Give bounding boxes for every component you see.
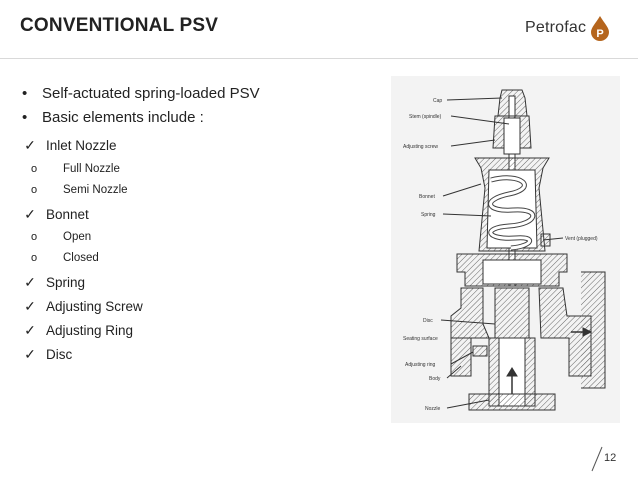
bullet-text: Self-actuated spring-loaded PSV bbox=[42, 85, 260, 102]
check-item bbox=[14, 274, 85, 291]
check-item bbox=[14, 137, 117, 154]
check-text: Spring bbox=[46, 275, 86, 290]
bullet-item bbox=[22, 109, 204, 126]
sub-text: Open bbox=[63, 231, 92, 243]
check-icon: ✓ bbox=[24, 346, 36, 362]
circle-bullet-icon: o bbox=[31, 231, 38, 243]
circle-bullet-icon: o bbox=[31, 163, 38, 175]
sub-item bbox=[14, 231, 91, 243]
check-icon: ✓ bbox=[24, 298, 36, 314]
check-icon: ✓ bbox=[24, 137, 36, 153]
svg-text:P: P bbox=[596, 28, 604, 40]
psv-cross-section-diagram bbox=[391, 76, 620, 423]
sub-text: Semi Nozzle bbox=[63, 184, 128, 196]
sub-text: Closed bbox=[63, 252, 99, 264]
bullet-marker: • bbox=[22, 85, 28, 102]
diagram-label-cap: Cap bbox=[433, 98, 443, 104]
diagram-label-stem: Stem (spindle) bbox=[409, 114, 442, 120]
diagram-label-spring: Spring bbox=[421, 212, 436, 218]
check-text: Inlet Nozzle bbox=[46, 138, 117, 153]
bullet-marker: • bbox=[22, 109, 28, 126]
check-text: Disc bbox=[46, 347, 73, 362]
bullet-item bbox=[22, 85, 260, 102]
check-icon: ✓ bbox=[24, 322, 36, 338]
diagram-label-body: Body bbox=[429, 376, 441, 382]
diagram-label-nozzle: Nozzle bbox=[425, 406, 441, 412]
bullet-text: Basic elements include : bbox=[42, 109, 204, 126]
check-text: Adjusting Ring bbox=[46, 323, 134, 338]
diagram-label-disc: Disc bbox=[423, 318, 433, 324]
check-text: Bonnet bbox=[46, 207, 89, 222]
title-divider bbox=[0, 58, 638, 59]
check-icon: ✓ bbox=[24, 206, 36, 222]
logo-text: Petrofac bbox=[525, 19, 587, 36]
diagram-label-adjusting-screw: Adjusting screw bbox=[403, 144, 439, 150]
sub-text: Full Nozzle bbox=[63, 163, 120, 175]
sub-item bbox=[14, 184, 128, 196]
diagram-label-vent: Vent (plugged) bbox=[565, 236, 598, 242]
sub-item bbox=[14, 163, 120, 175]
sub-item bbox=[14, 252, 99, 264]
slide-title: CONVENTIONAL PSV bbox=[20, 15, 219, 36]
check-item bbox=[14, 322, 133, 339]
diagram-label-adjusting-ring: Adjusting ring bbox=[405, 362, 436, 368]
check-item bbox=[14, 298, 143, 315]
check-item bbox=[14, 346, 72, 363]
circle-bullet-icon: o bbox=[31, 184, 38, 196]
check-icon: ✓ bbox=[24, 274, 36, 290]
circle-bullet-icon: o bbox=[31, 252, 38, 264]
diagram-label-seating-surface: Seating surface bbox=[403, 336, 438, 342]
drop-logo-icon bbox=[589, 15, 611, 41]
check-item bbox=[14, 206, 89, 223]
page-number: 12 bbox=[604, 452, 617, 464]
check-text: Adjusting Screw bbox=[46, 299, 143, 314]
petrofac-logo bbox=[525, 13, 611, 43]
diagram-label-bonnet: Bonnet bbox=[419, 194, 435, 200]
